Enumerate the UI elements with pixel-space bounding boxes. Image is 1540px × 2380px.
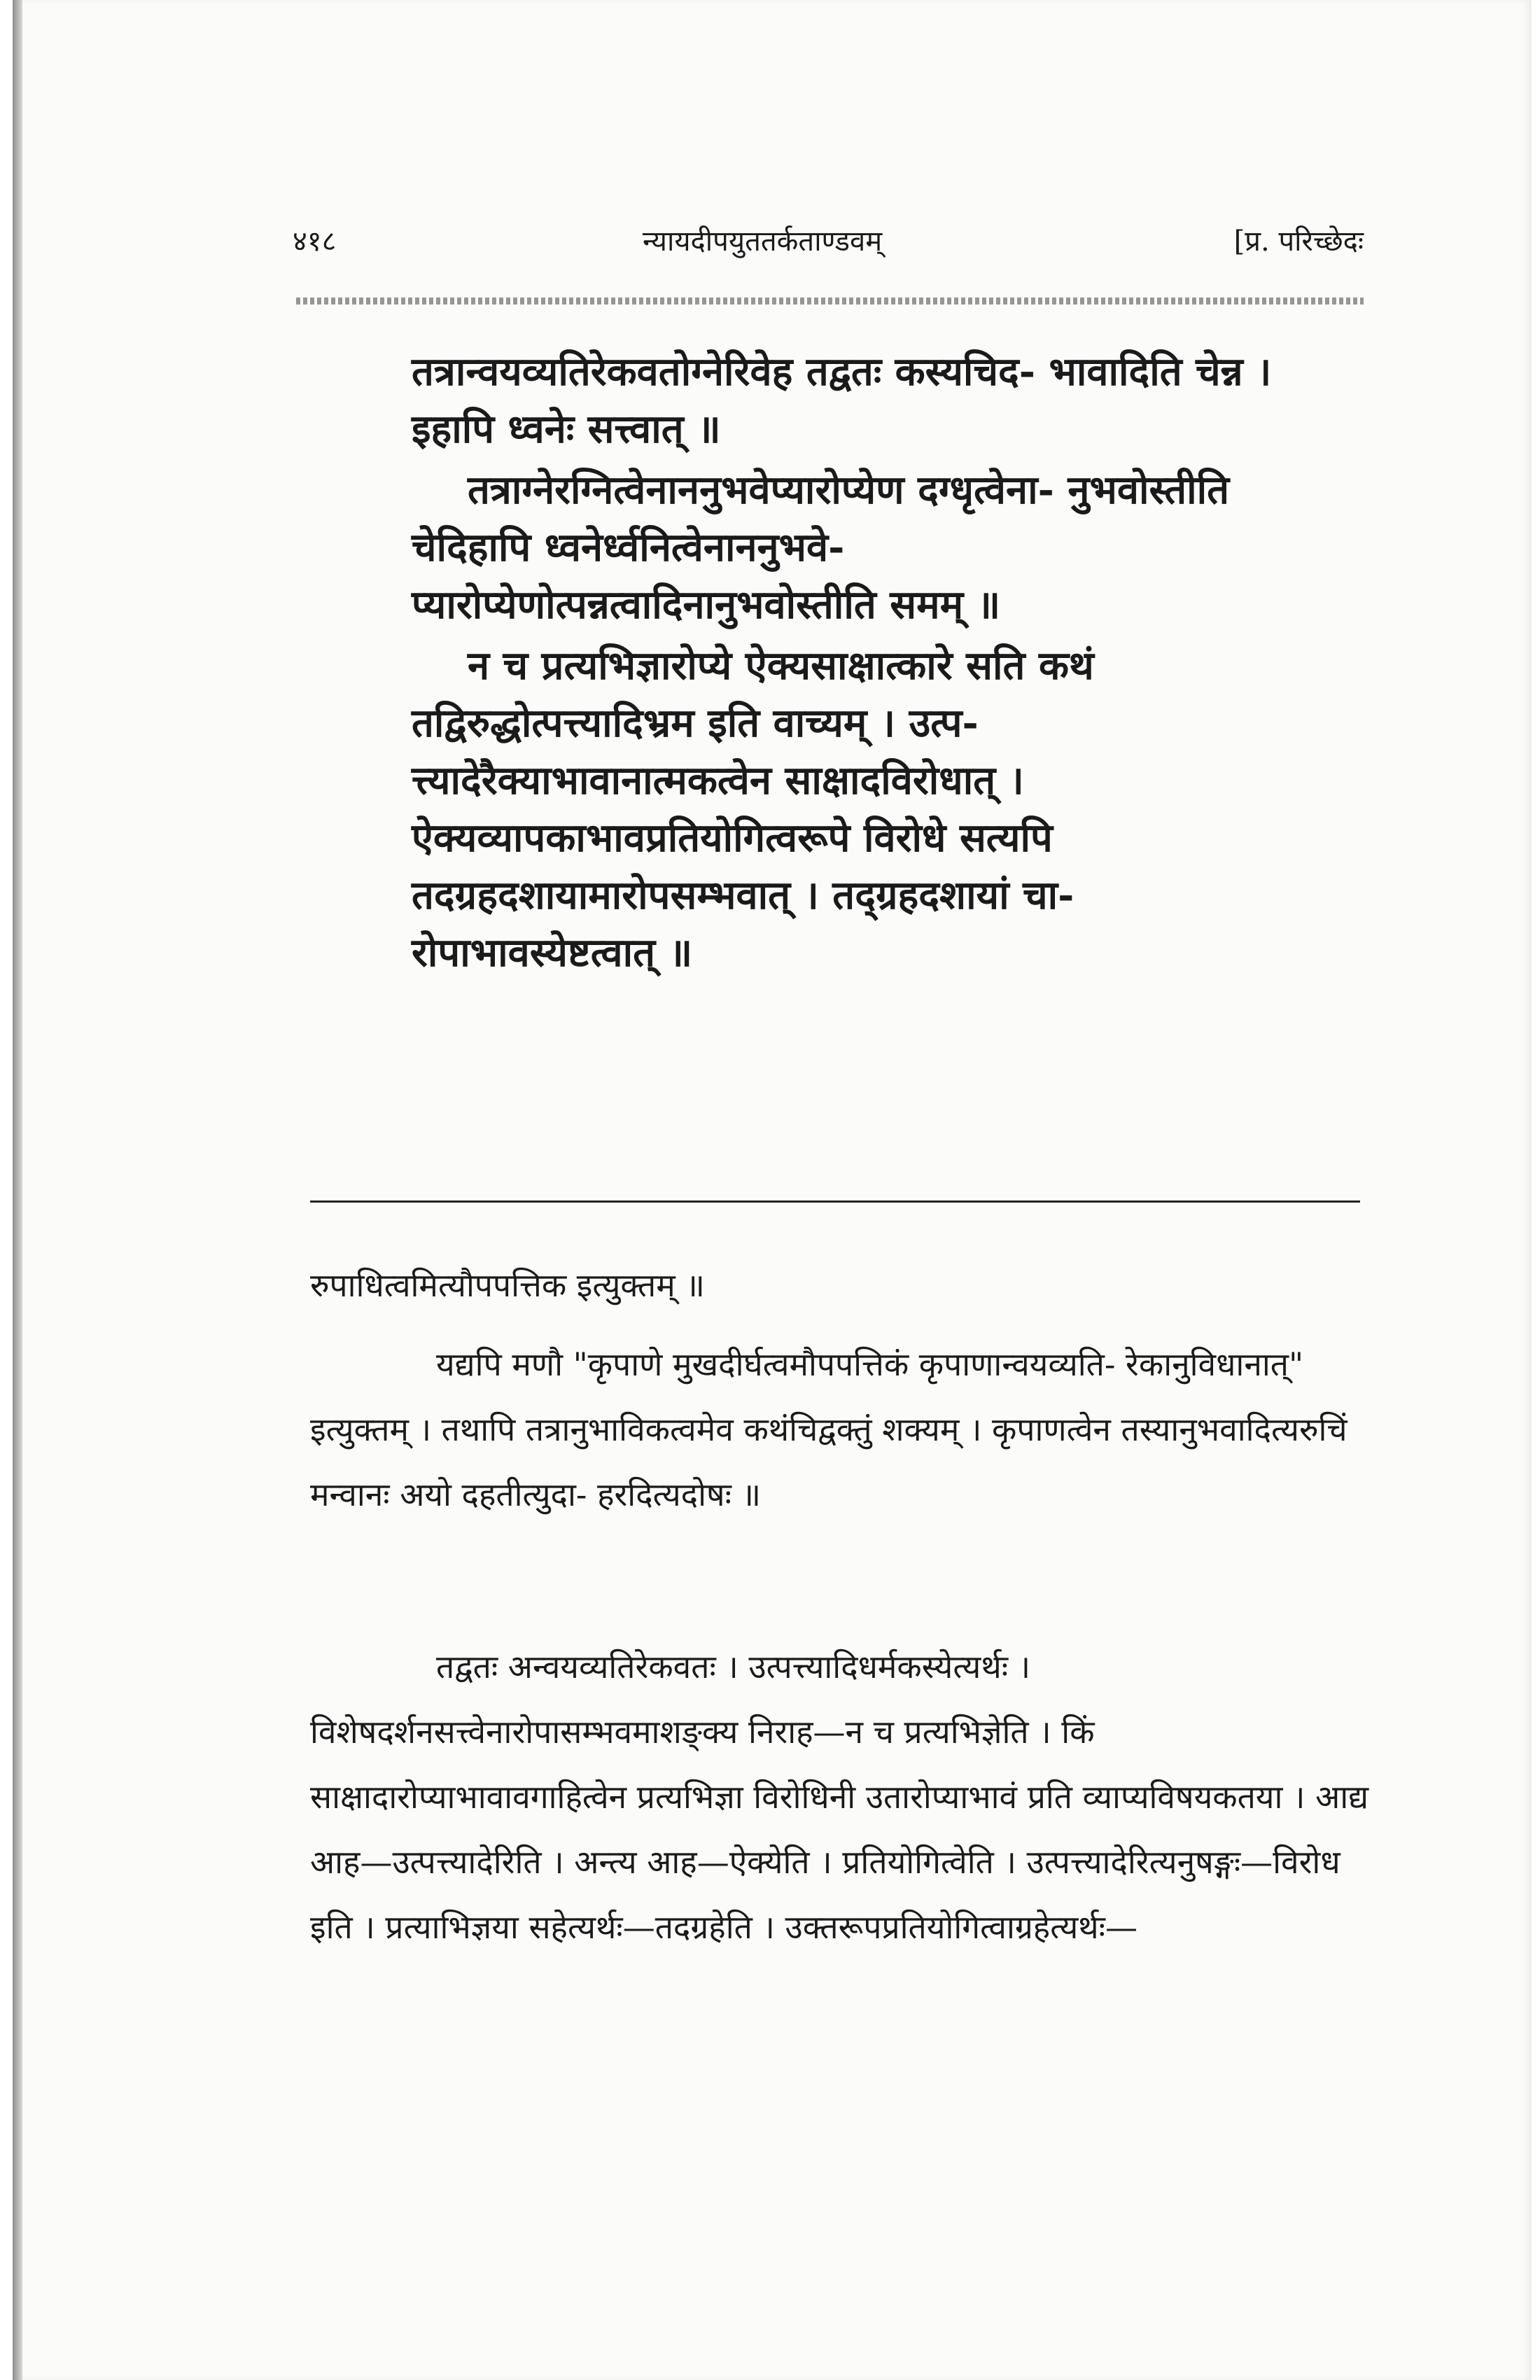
main-paragraph: न च प्रत्यभिज्ञारोप्ये ऐक्यसाक्षात्कारे सति कथं तद्विरुद्धोत्पत्त्यादिभ्रम इति वाच्यम् । उत्प- त्त्यादेरैक्याभावानात्मकत्वेन साक्षादविरोधात् । ऐक्यव्यापकाभावप्रतियोगित्वरूपे विरोधे सत्यपि तदग्रहदशायामारोपसम्भवात् । तद्ग्रहदशायां चा- रोपाभावस्येष्टत्वात् ॥: [412, 643, 1094, 976]
section-divider: [310, 1200, 1360, 1203]
main-paragraph: तत्राग्नेरग्नित्वेनाननुभवेप्यारोप्येण दग्धृत्वेना- नुभवोस्तीति चेदिहापि ध्वनेर्ध्वनित्वेनाननुभवे- प्यारोप्येणोत्पन्नत्वादिनानुभवोस्तीति समम् ॥: [412, 467, 1230, 628]
page-spine-shadow: [13, 0, 22, 2380]
commentary-paragraph: यद्यपि मणौ "कृपाणे मुखदीर्घत्वमौपपत्तिकं कृपाणान्वयव्यति- रेकानुविधानात्" इत्युक्तम् । तथापि तत्रानुभाविकत्वमेव कथंचिद्वक्तुं शक्यम् । कृपाणत्वेन तस्यानुभवादित्यरुचिं मन्वानः अयो दहतीत्युदा- हरदित्यदोषः ॥: [310, 1345, 1348, 1513]
main-paragraph: तत्रान्वयव्यतिरेकवतोग्नेरिवेह तद्वतः कस्यचिद- भावादिति चेन्न । इहापि ध्वनेः सत्त्वात् ॥: [412, 349, 1272, 452]
gloss-block: [310, 1634, 1385, 1960]
book-title: न्यायदीपयुततर्कताण्डवम्: [643, 225, 883, 258]
main-text-block: [412, 343, 1280, 981]
commentary-paragraph: रुपाधित्वमित्यौपपत्तिक इत्युक्तम् ॥: [310, 1266, 705, 1304]
section-label: [प्र. परिच्छेदः: [1233, 225, 1364, 258]
gloss-paragraph: तद्वतः अन्वयव्यतिरेकवतः । उत्पत्त्यादिधर्मकस्येत्यर्थः । विशेषदर्शनसत्त्वेनारोपासम्भवमाशङ्क्य निराह—न च प्रत्यभिज्ञेति । किं साक्षादारोप्याभावावगाहित्वेन प्रत्यभिज्ञा विरोधिनी उतारोप्याभावं प्रति व्याप्यविषयकतया । आद्य आह—उत्पत्त्यादेरिति । अन्त्य आह—ऐक्येति । प्रतियोगित्वेति । उत्पत्त्यादेरित्यनुषङ्गः—विरोध इति । प्रत्याभिज्ञया सहेत्यर्थः—तदग्रहेति । उक्तरूपप्रतियोगित्वाग्रहेत्यर्थः—: [310, 1648, 1369, 1946]
commentary-block: [310, 1253, 1385, 1527]
book-page: [13, 0, 1532, 2380]
header-rule: [296, 298, 1364, 304]
running-header: [279, 220, 1364, 276]
page-number: ४१८: [293, 225, 337, 258]
